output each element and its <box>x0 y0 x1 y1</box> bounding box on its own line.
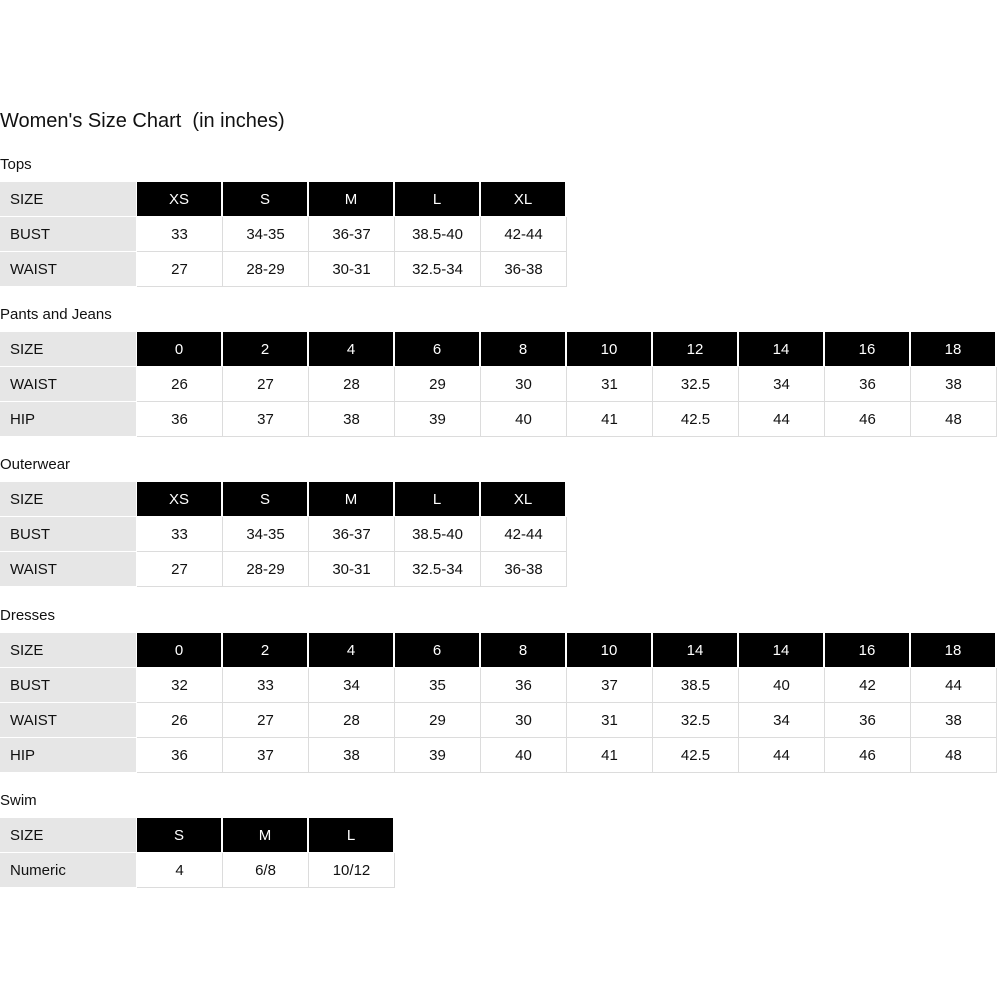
size-header-cell: 4 <box>309 633 395 668</box>
tops-size-table <box>0 182 567 287</box>
measurement-cell: 32.5 <box>653 367 739 402</box>
size-header-cell: 10 <box>567 633 653 668</box>
size-header-cell: 14 <box>739 633 825 668</box>
measurement-cell: 27 <box>137 252 223 287</box>
size-header-row <box>0 633 997 668</box>
measurement-cell: 27 <box>223 367 309 402</box>
measurement-cell: 34-35 <box>223 517 309 552</box>
measurement-cell: 38 <box>309 402 395 437</box>
measurement-cell: 37 <box>223 402 309 437</box>
size-header-cell: L <box>395 482 481 517</box>
measurement-cell: 34 <box>309 668 395 703</box>
measurement-cell: 46 <box>825 738 911 773</box>
swim-size-table <box>0 818 395 888</box>
measurement-row <box>0 668 997 703</box>
row-label: Numeric <box>0 853 137 888</box>
measurement-cell: 38 <box>911 703 997 738</box>
size-header-cell: 10 <box>567 332 653 367</box>
measurement-cell: 29 <box>395 367 481 402</box>
measurement-cell: 30 <box>481 367 567 402</box>
row-label: SIZE <box>0 182 137 217</box>
measurement-cell: 42.5 <box>653 402 739 437</box>
size-header-cell: XL <box>481 482 567 517</box>
measurement-row <box>0 217 567 252</box>
measurement-cell: 29 <box>395 703 481 738</box>
measurement-cell: 32.5-34 <box>395 552 481 587</box>
measurement-cell: 44 <box>739 402 825 437</box>
size-header-cell: 14 <box>653 633 739 668</box>
row-label: SIZE <box>0 818 137 853</box>
measurement-cell: 42-44 <box>481 217 567 252</box>
measurement-cell: 28 <box>309 367 395 402</box>
size-header-cell: M <box>223 818 309 853</box>
row-label: WAIST <box>0 367 137 402</box>
measurement-row <box>0 552 567 587</box>
row-label: SIZE <box>0 332 137 367</box>
size-header-cell: XS <box>137 482 223 517</box>
measurement-cell: 44 <box>739 738 825 773</box>
size-header-cell: L <box>395 182 481 217</box>
row-label: WAIST <box>0 552 137 587</box>
measurement-cell: 38.5 <box>653 668 739 703</box>
size-header-cell: XS <box>137 182 223 217</box>
measurement-cell: 4 <box>137 853 223 888</box>
measurement-cell: 32.5 <box>653 703 739 738</box>
row-label: BUST <box>0 668 137 703</box>
measurement-cell: 44 <box>911 668 997 703</box>
measurement-cell: 38 <box>911 367 997 402</box>
row-label: HIP <box>0 738 137 773</box>
measurement-cell: 31 <box>567 367 653 402</box>
measurement-cell: 48 <box>911 402 997 437</box>
section-title-outerwear: Outerwear <box>0 456 71 473</box>
measurement-row <box>0 367 997 402</box>
measurement-cell: 34 <box>739 367 825 402</box>
measurement-cell: 30-31 <box>309 252 395 287</box>
measurement-row <box>0 402 997 437</box>
page-title: Women's Size Chart (in inches) <box>0 110 285 132</box>
measurement-cell: 36-37 <box>309 217 395 252</box>
outerwear-size-table <box>0 482 567 587</box>
measurement-cell: 35 <box>395 668 481 703</box>
measurement-cell: 33 <box>137 517 223 552</box>
size-header-row <box>0 482 567 517</box>
section-title-swim: Swim <box>0 792 37 809</box>
pants-and-jeans-size-table <box>0 332 997 437</box>
measurement-cell: 32 <box>137 668 223 703</box>
size-header-cell: 0 <box>137 332 223 367</box>
row-label: SIZE <box>0 482 137 517</box>
measurement-cell: 46 <box>825 402 911 437</box>
size-header-cell: 2 <box>223 332 309 367</box>
size-header-cell: 14 <box>739 332 825 367</box>
measurement-cell: 40 <box>481 402 567 437</box>
measurement-cell: 28-29 <box>223 252 309 287</box>
measurement-cell: 26 <box>137 367 223 402</box>
size-header-cell: 8 <box>481 332 567 367</box>
measurement-cell: 32.5-34 <box>395 252 481 287</box>
measurement-cell: 40 <box>739 668 825 703</box>
row-label: HIP <box>0 402 137 437</box>
row-label: WAIST <box>0 252 137 287</box>
size-header-cell: 0 <box>137 633 223 668</box>
measurement-cell: 41 <box>567 738 653 773</box>
size-header-cell: 16 <box>825 332 911 367</box>
measurement-cell: 36 <box>481 668 567 703</box>
measurement-cell: 36 <box>137 738 223 773</box>
measurement-cell: 41 <box>567 402 653 437</box>
measurement-cell: 27 <box>223 703 309 738</box>
measurement-cell: 38.5-40 <box>395 517 481 552</box>
measurement-cell: 42-44 <box>481 517 567 552</box>
size-header-cell: M <box>309 182 395 217</box>
size-header-cell: XL <box>481 182 567 217</box>
measurement-cell: 33 <box>223 668 309 703</box>
measurement-cell: 30 <box>481 703 567 738</box>
size-header-cell: 18 <box>911 633 997 668</box>
measurement-row <box>0 738 997 773</box>
measurement-row <box>0 703 997 738</box>
measurement-cell: 34 <box>739 703 825 738</box>
measurement-cell: 36-37 <box>309 517 395 552</box>
section-title-tops: Tops <box>0 156 32 173</box>
measurement-cell: 40 <box>481 738 567 773</box>
section-title-pants-and-jeans: Pants and Jeans <box>0 306 112 323</box>
measurement-cell: 31 <box>567 703 653 738</box>
measurement-cell: 37 <box>223 738 309 773</box>
size-header-cell: M <box>309 482 395 517</box>
measurement-cell: 37 <box>567 668 653 703</box>
row-label: SIZE <box>0 633 137 668</box>
measurement-cell: 28 <box>309 703 395 738</box>
measurement-cell: 6/8 <box>223 853 309 888</box>
row-label: BUST <box>0 517 137 552</box>
size-header-cell: 6 <box>395 633 481 668</box>
measurement-cell: 34-35 <box>223 217 309 252</box>
size-header-cell: 12 <box>653 332 739 367</box>
measurement-cell: 26 <box>137 703 223 738</box>
measurement-cell: 27 <box>137 552 223 587</box>
size-header-row <box>0 332 997 367</box>
measurement-cell: 36 <box>137 402 223 437</box>
measurement-cell: 36-38 <box>481 252 567 287</box>
size-header-cell: S <box>137 818 223 853</box>
size-header-row <box>0 182 567 217</box>
size-header-cell: 18 <box>911 332 997 367</box>
size-header-cell: S <box>223 182 309 217</box>
measurement-row <box>0 853 395 888</box>
measurement-cell: 36-38 <box>481 552 567 587</box>
measurement-cell: 42 <box>825 668 911 703</box>
measurement-cell: 39 <box>395 402 481 437</box>
measurement-cell: 38 <box>309 738 395 773</box>
size-header-cell: 16 <box>825 633 911 668</box>
measurement-cell: 36 <box>825 703 911 738</box>
measurement-cell: 39 <box>395 738 481 773</box>
size-header-cell: 2 <box>223 633 309 668</box>
measurement-cell: 10/12 <box>309 853 395 888</box>
measurement-row <box>0 517 567 552</box>
measurement-cell: 38.5-40 <box>395 217 481 252</box>
section-title-dresses: Dresses <box>0 607 56 624</box>
measurement-cell: 28-29 <box>223 552 309 587</box>
size-header-cell: 6 <box>395 332 481 367</box>
size-header-row <box>0 818 395 853</box>
row-label: WAIST <box>0 703 137 738</box>
measurement-cell: 33 <box>137 217 223 252</box>
measurement-row <box>0 252 567 287</box>
size-header-cell: 4 <box>309 332 395 367</box>
size-header-cell: 8 <box>481 633 567 668</box>
size-header-cell: S <box>223 482 309 517</box>
dresses-size-table <box>0 633 997 773</box>
size-header-cell: L <box>309 818 395 853</box>
measurement-cell: 48 <box>911 738 997 773</box>
measurement-cell: 30-31 <box>309 552 395 587</box>
measurement-cell: 36 <box>825 367 911 402</box>
measurement-cell: 42.5 <box>653 738 739 773</box>
row-label: BUST <box>0 217 137 252</box>
